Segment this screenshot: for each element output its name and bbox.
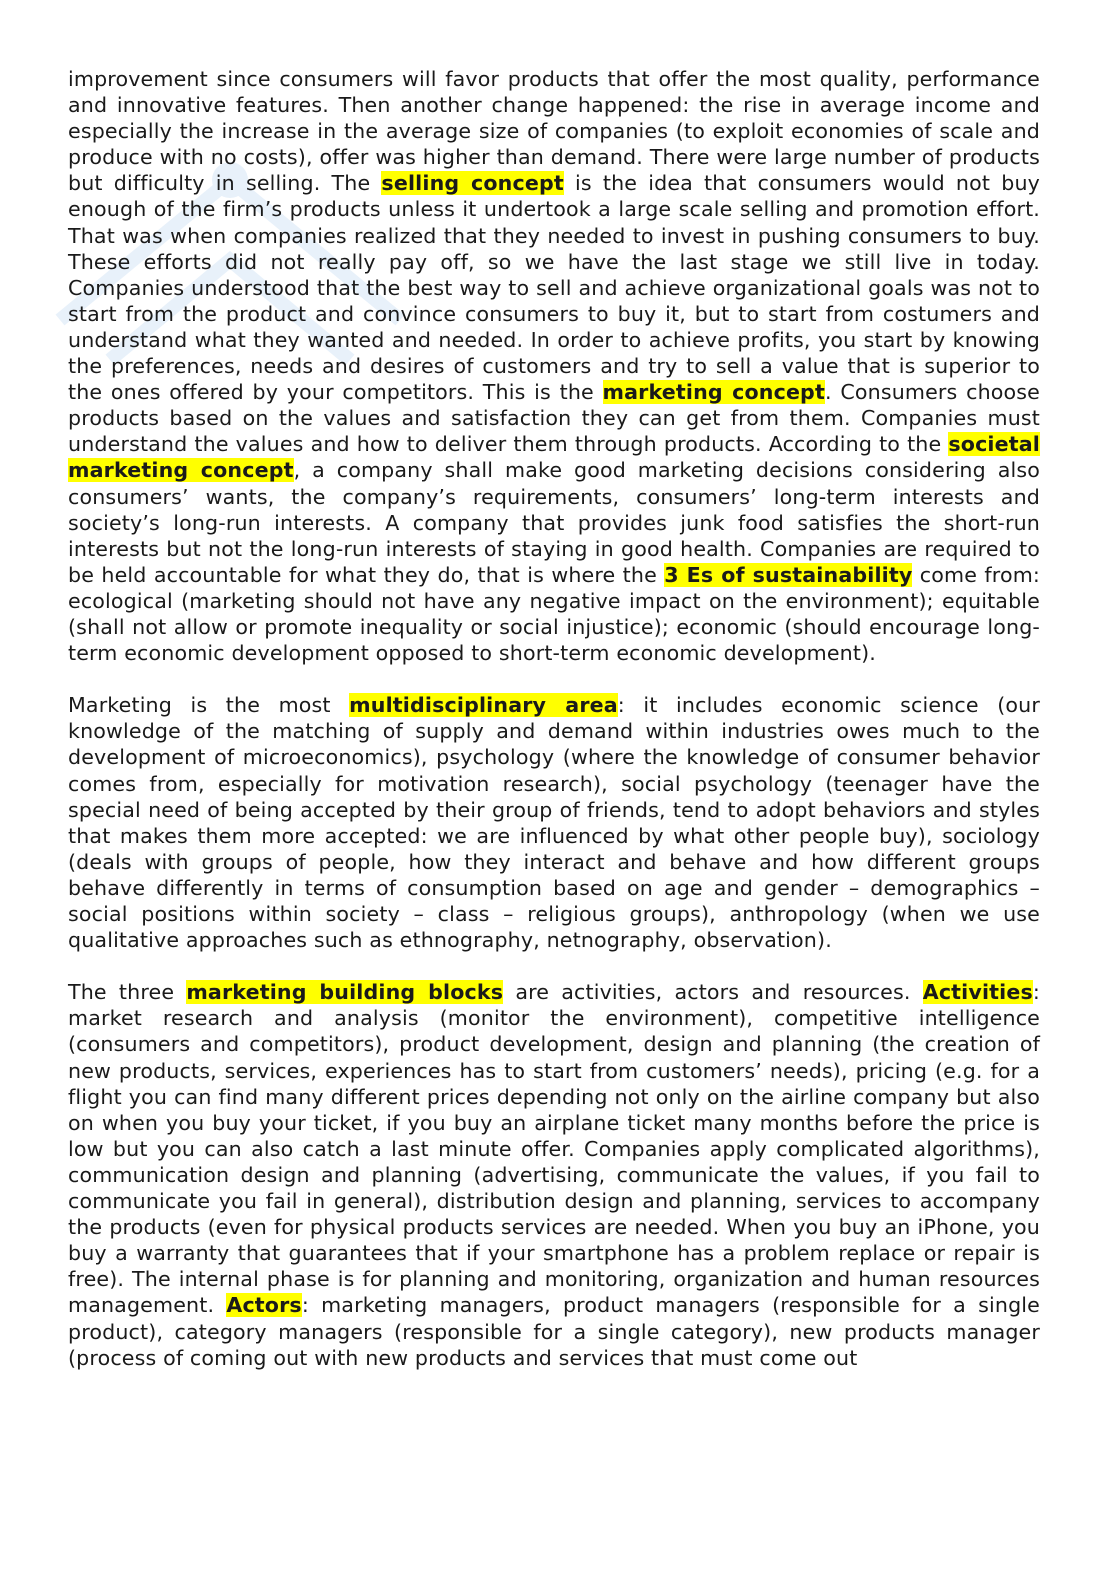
highlight-3-es-of-sustainability: 3 Es of sustainability bbox=[664, 562, 913, 587]
highlight-marketing-building-blocks: marketing building blocks bbox=[186, 980, 504, 1005]
text-run: come from: ecological (marketing should not have any negative impact on the environment); equitable (shall not allow or promote inequality or social injustice); economic (should encourage long-term economic development opposed to short-term economic development). bbox=[68, 562, 1041, 666]
paragraph-marketing-concepts bbox=[68, 66, 1040, 666]
highlight-selling-concept: selling concept bbox=[381, 171, 564, 196]
text-run: is the idea that consumers would not buy enough of the firm’s products unless it undertook a large scale selling and promotion effort. That was when companies realized that they needed to invest in pushing consumers to buy. These efforts did not really pay off, so we have the last stage we still live in today. Companies understood that the best way to sell and achieve organizational goals was not to start from the product and convince consumers to buy it, but to start from costumers and understand what they wanted and needed. In order to achieve profits, you start by knowing the preferences, needs and desires of customers and try to sell a value that is superior to the ones offered by your competitors. This is the bbox=[68, 171, 1040, 405]
text-run: : marketing managers, product managers (responsible for a single product), category managers (responsible for a single category), new products manager (process of coming out with new products and services that must come out bbox=[68, 1293, 1040, 1370]
text-run: : market research and analysis (monitor the environment), competitive intelligence (consumers and competitors), product development, design and planning (the creation of new products, services, experiences has to start from customers’ needs), pricing (e.g. for a flight you can find many different prices depending not only on the airline company but also on when you buy your ticket, if you buy an airplane ticket many months before the price is low but you can also catch a last minute offer. Companies apply complicated algorithms), communication design and planning (advertising, communicate the values, if you fail to communicate you fail in general), distribution design and planning, services to accompany the products (even for physical products services are needed. When you buy an iPhone, you buy a warranty that guarantees that if your smartphone has a problem replace or repair is free). The internal phase is for planning and monitoring, organization and human resources management. bbox=[68, 980, 1040, 1318]
document-body bbox=[68, 66, 1040, 1397]
paragraph-multidisciplinary bbox=[68, 692, 1040, 953]
highlight-multidisciplinary-area: multidisciplinary area bbox=[349, 693, 618, 718]
text-run: : it includes economic science (our knowledge of the matching of supply and demand within industries owes much to the development of microeconomics), psychology (where the knowledge of consumer behavior comes from, especially for motivation research), social psychology (teenager have the special need of being accepted by their group of friends, tend to adopt behaviors and styles that makes them more accepted: we are influenced by what other people buy), sociology (deals with groups of people, how they interact and behave and how different groups behave differently in terms of consumption based on age and gender – demographics – social positions within society – class – religious groups), anthropology (when we use qualitative approaches such as ethnography, netnography, observation). bbox=[68, 693, 1040, 953]
text-run: are activities, actors and resources. bbox=[503, 980, 923, 1005]
highlight-marketing-concept: marketing concept bbox=[602, 380, 825, 405]
paragraph-building-blocks bbox=[68, 979, 1040, 1370]
text-run: The three bbox=[68, 980, 187, 1005]
text-run: , a company shall make good marketing decisions considering also consumers’ wants, the company’s requirements, consumers’ long-term interests and society’s long-run interests. A company that provides junk food satisfies the short-run interests but not the long-run interests of staying in good health. Companies are required to be held accountable for what they do, that is where the bbox=[68, 458, 1040, 587]
text-run: improvement since consumers will favor products that offer the most quality, performance and innovative features. Then another change happened: the rise in average income and especially the increase in the average size of companies (to exploit economies of scale and produce with no costs), offer was higher than demand. There were large number of products but difficulty in selling. The bbox=[68, 67, 1040, 196]
highlight-actors: Actors bbox=[226, 1293, 302, 1318]
highlight-societal-marketing-concept: societal marketing concept bbox=[68, 432, 1040, 483]
highlight-activities: Activities bbox=[922, 980, 1033, 1005]
text-run: Marketing is the most bbox=[68, 693, 350, 718]
text-run: . Consumers choose products based on the values and satisfaction they can get from them. Companies must understand the values and how to deliver them through products. According to the bbox=[68, 380, 1040, 457]
